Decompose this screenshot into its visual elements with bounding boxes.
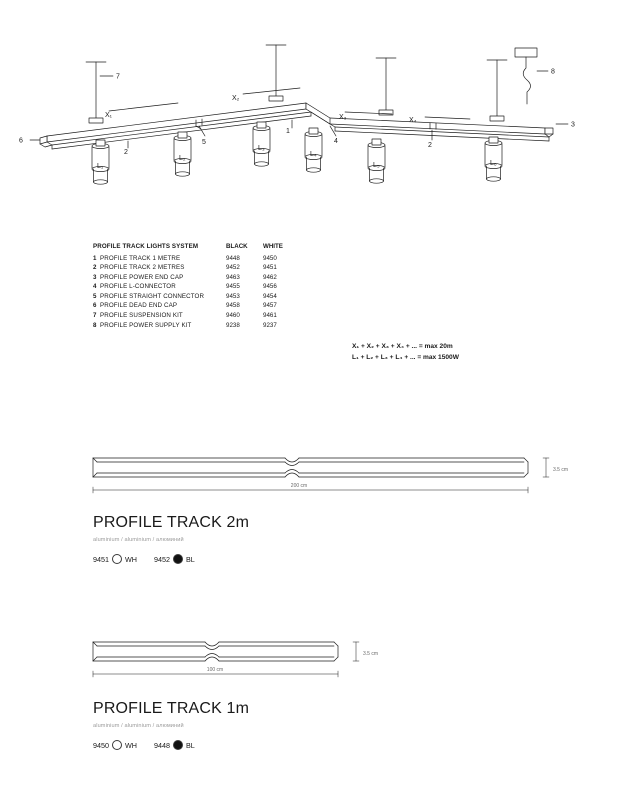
code-black: 9448 [226,254,240,262]
span-label-x1: X₁ [105,112,113,119]
callout-5: 5 [202,139,206,146]
part-number: 3 [93,273,97,281]
code-white: 9456 [263,283,277,291]
code-white: 9237 [263,321,277,329]
swatch-white-icon [112,554,122,564]
callout-8: 8 [551,68,555,76]
part-name: PROFILE SUSPENSION KIT [100,312,183,320]
length-dimension-label: 100 cm [206,667,224,673]
length-dimension-label: 200 cm [290,483,308,489]
span-label-x3: X₃ [339,114,347,121]
lamp-label-1: L₁ [97,163,104,170]
code-black: 9238 [226,321,240,329]
code-white: 9461 [263,312,277,320]
part-name: PROFILE STRAIGHT CONNECTOR [100,292,205,300]
callout-4: 4 [334,138,338,145]
option-name: WH [125,740,137,750]
system-limits [352,341,459,363]
table-row [226,282,316,292]
product-options [93,740,195,750]
product-materials: aluminium / aluminium / алюминий [93,537,184,543]
part-number: 8 [93,321,97,329]
product-drawing-2m [0,430,622,505]
part-number: 7 [93,312,97,320]
part-number: 6 [93,302,97,310]
table-row [226,321,316,331]
product-drawing-1m [0,620,622,695]
column-header-black: BLACK [226,243,248,250]
height-dimension-label: 3.5 cm [363,651,379,657]
code-white: 9462 [263,273,277,281]
part-name: PROFILE TRACK 1 METRE [100,254,181,262]
span-label-x4: X₄ [409,117,417,124]
parts-table-title: PROFILE TRACK LIGHTS SYSTEM [93,243,199,250]
part-name: PROFILE DEAD END CAP [100,302,178,310]
code-white: 9454 [263,292,277,300]
parts-code-columns [226,243,316,330]
height-dimension-label: 3.5 cm [553,467,569,473]
callout-2a: 2 [124,149,128,156]
callout-7: 7 [116,73,120,81]
option-black[interactable] [154,740,195,750]
product-profile-track-1m [0,620,622,750]
table-row [226,263,316,273]
option-white[interactable] [93,740,137,750]
code-black: 9452 [226,264,240,272]
code-white: 9451 [263,264,277,272]
option-white[interactable] [93,554,137,564]
option-code: 9452 [153,554,170,564]
page-title: PROFILE TRACK 1m [93,700,250,717]
swatch-black-icon [173,554,183,564]
option-black[interactable] [154,554,195,564]
option-code: 9451 [93,554,109,564]
part-number: 4 [93,283,97,291]
code-black: 9458 [226,302,240,310]
option-name: WH [125,554,137,564]
lamp-label-5: L₅ [373,162,380,169]
part-number: 2 [93,264,97,272]
callout-6: 6 [19,137,23,145]
option-code: 9450 [93,740,109,750]
product-options [93,554,195,564]
part-number: 5 [93,292,97,300]
product-materials: aluminium / aluminium / алюминий [93,723,184,729]
callout-1: 1 [286,128,290,135]
option-name: BL [185,740,195,750]
swatch-white-icon [112,740,122,750]
code-white: 9450 [263,254,277,262]
lamp-label-6: L₆ [490,160,497,167]
lamp-label-2: L₂ [179,155,186,162]
table-row [226,254,316,264]
table-row [226,311,316,321]
table-row [226,273,316,283]
lamp-label-4: L₄ [310,151,317,158]
code-black: 9460 [226,312,240,320]
leader-5 [199,126,205,136]
table-row [226,301,316,311]
track-system-diagram [0,0,622,220]
code-white: 9457 [263,302,277,310]
column-header-white: WHITE [263,243,283,250]
code-black: 9463 [226,273,240,281]
max-length-formula: X₁ + X₂ + X₃ + X₄ + ... = max 20m [352,343,453,350]
product-profile-track-2m [0,430,622,564]
part-name: PROFILE L-CONNECTOR [100,283,176,291]
code-black: 9455 [226,283,240,291]
part-number: 1 [93,254,97,262]
table-row [226,292,316,302]
part-name: PROFILE POWER SUPPLY KIT [100,321,192,329]
callout-2b: 2 [428,142,432,149]
span-label-x2: X₂ [232,95,240,102]
code-black: 9453 [226,292,240,300]
part-name: PROFILE TRACK 2 METRES [100,264,185,272]
part-name: PROFILE POWER END CAP [100,273,184,281]
lamp-label-3: L₃ [258,145,265,152]
option-code: 9448 [153,740,170,750]
max-power-formula: L₁ + L₂ + L₃ + L₄ + ... = max 1500W [352,354,459,361]
callout-3: 3 [571,121,575,129]
page-title: PROFILE TRACK 2m [93,514,250,531]
option-name: BL [185,554,195,564]
swatch-black-icon [173,740,183,750]
